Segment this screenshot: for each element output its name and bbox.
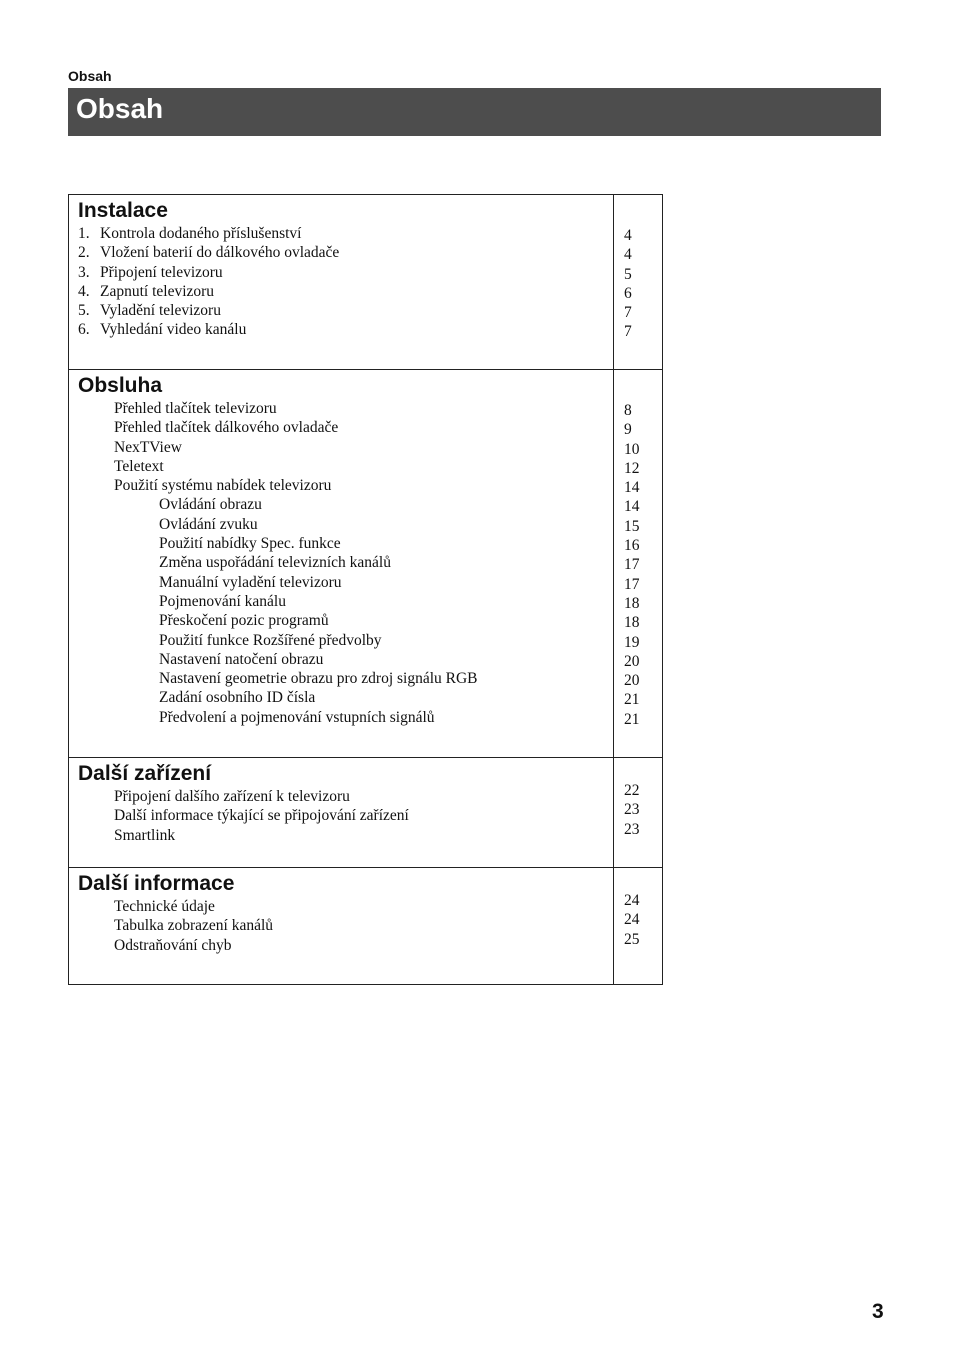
toc-subentry[interactable]: Nastavení geometrie obrazu pro zdroj signálu RGB xyxy=(159,670,478,688)
page-ref: 20 xyxy=(624,672,640,690)
toc-subentry[interactable]: Změna uspořádání televizních kanálů xyxy=(159,554,391,572)
toc-entry[interactable]: 1. Kontrola dodaného příslušenství xyxy=(78,225,302,242)
toc-subentry[interactable]: Předvolení a pojmenování vstupních signálů xyxy=(159,708,435,726)
toc-subentry[interactable]: Pojmenování kanálu xyxy=(159,592,286,610)
toc-subentry[interactable]: Přeskočení pozic programů xyxy=(159,612,329,630)
page-ref: 21 xyxy=(624,691,640,709)
page-ref: 17 xyxy=(624,575,640,593)
page-ref: 10 xyxy=(624,440,640,458)
page-ref: 24 xyxy=(624,892,640,909)
toc-subentry[interactable]: Manuální vyladění televizoru xyxy=(159,573,342,591)
running-head: Obsah xyxy=(68,68,112,84)
page-ref: 4 xyxy=(624,227,632,244)
page-ref: 16 xyxy=(624,537,640,555)
page-ref: 14 xyxy=(624,479,640,497)
page-ref: 21 xyxy=(624,710,640,728)
toc-entry[interactable]: Připojení dalšího zařízení k televizoru xyxy=(114,788,350,805)
section-title: Další informace xyxy=(78,872,235,895)
toc-subentry[interactable]: Zadání osobního ID čísla xyxy=(159,689,316,707)
page-ref: 12 xyxy=(624,459,640,477)
toc-entry[interactable]: Přehled tlačítek televizoru xyxy=(114,400,277,417)
toc-subentry[interactable]: Použití nabídky Spec. funkce xyxy=(159,535,341,553)
section-title: Obsluha xyxy=(78,374,163,397)
page-ref: 15 xyxy=(624,517,640,535)
toc-entry[interactable]: Smartlink xyxy=(114,826,176,844)
page-title: Obsah xyxy=(76,93,164,124)
page-ref: 8 xyxy=(624,402,632,419)
title-bar xyxy=(68,88,881,136)
section-title: Instalace xyxy=(78,199,168,222)
toc-entry[interactable]: Technické údaje xyxy=(114,898,215,915)
toc-subentry[interactable]: Nastavení natočení obrazu xyxy=(159,650,324,668)
page-ref: 6 xyxy=(624,284,632,302)
toc-entry[interactable]: Tabulka zobrazení kanálů xyxy=(114,917,274,935)
page-ref: 18 xyxy=(624,594,640,612)
page-ref: 14 xyxy=(624,498,640,516)
toc-entry[interactable]: 5. Vyladění televizoru xyxy=(78,302,221,320)
page-ref: 7 xyxy=(624,323,632,341)
page-ref: 20 xyxy=(624,652,640,670)
page-ref: 19 xyxy=(624,633,640,651)
toc-entry[interactable]: Odstraňování chyb xyxy=(114,936,232,954)
toc-entry[interactable]: Teletext xyxy=(114,457,164,475)
page-ref: 24 xyxy=(624,911,640,929)
toc-section-obsluha xyxy=(69,370,662,758)
toc-entry[interactable]: 2. Vložení baterií do dálkového ovladače xyxy=(78,244,340,262)
toc-section-dalsi-zarizeni xyxy=(69,758,662,868)
toc-subentry[interactable]: Ovládání zvuku xyxy=(159,515,258,533)
toc-entry[interactable]: Další informace týkající se připojování zařízení xyxy=(114,807,409,825)
toc-entry[interactable]: 4. Zapnutí televizoru xyxy=(78,282,215,300)
page-ref: 7 xyxy=(624,304,632,322)
page-ref: 18 xyxy=(624,614,640,632)
toc-table xyxy=(68,194,663,985)
toc-entry[interactable]: Použití systému nabídek televizoru xyxy=(114,477,332,495)
page-ref: 25 xyxy=(624,930,640,948)
toc-entry[interactable]: 3. Připojení televizoru xyxy=(78,263,223,281)
toc-subentry[interactable]: Ovládání obrazu xyxy=(159,496,262,514)
page-ref: 22 xyxy=(624,782,640,799)
toc-entry[interactable]: NexTView xyxy=(114,438,182,456)
toc-entry[interactable]: 6. Vyhledání video kanálu xyxy=(78,321,247,339)
page-ref: 23 xyxy=(624,820,640,838)
page-ref: 23 xyxy=(624,801,640,819)
section-title: Další zařízení xyxy=(78,762,212,785)
page-ref: 9 xyxy=(624,421,632,439)
page-ref: 17 xyxy=(624,556,640,574)
toc-section-instalace xyxy=(69,195,662,370)
page-number: 3 xyxy=(872,1300,884,1323)
toc-subentry[interactable]: Použití funkce Rozšířené předvolby xyxy=(159,631,382,649)
toc-section-dalsi-informace xyxy=(69,868,662,984)
page-ref: 4 xyxy=(624,246,632,264)
page-ref: 5 xyxy=(624,265,632,283)
toc-entry[interactable]: Přehled tlačítek dálkového ovladače xyxy=(114,419,339,437)
